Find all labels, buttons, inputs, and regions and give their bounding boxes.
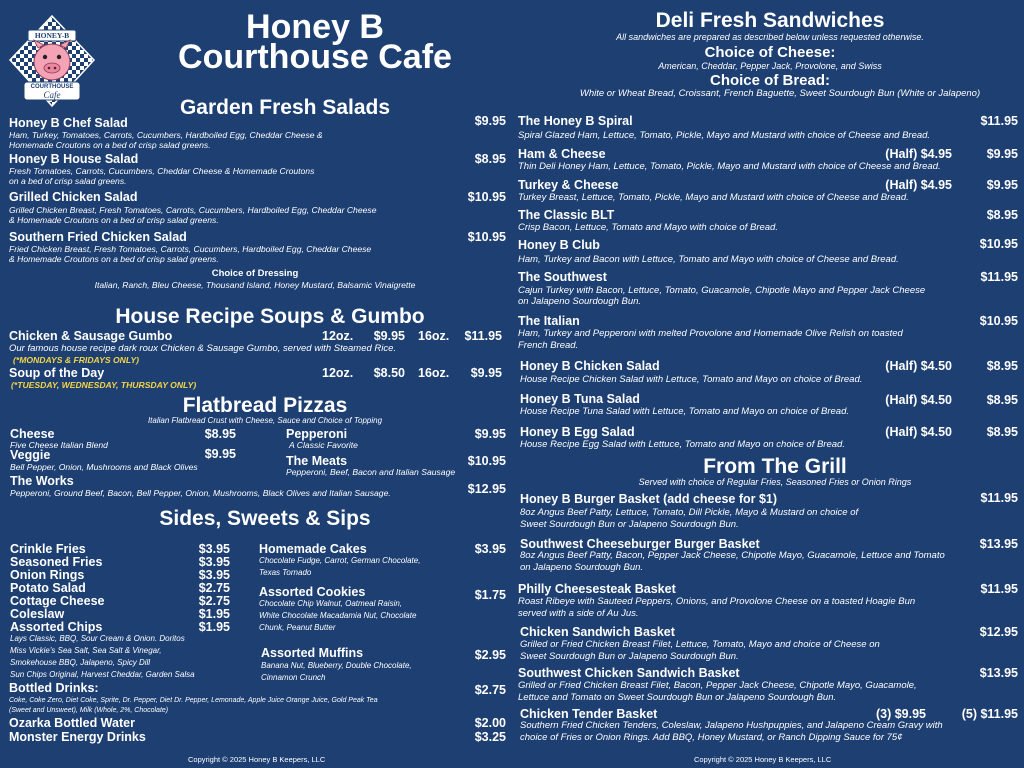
gumbo-name: Chicken & Sausage Gumbo <box>9 329 173 343</box>
grill-name: Honey B Burger Basket (add cheese for $1) <box>520 492 778 506</box>
cookies-price: $1.75 <box>474 588 506 602</box>
side-name: Seasoned Fries <box>10 555 103 569</box>
pizza-pepperoni-name: Pepperoni <box>286 427 348 441</box>
salad-desc: on a bed of crisp salad greens. <box>9 176 127 186</box>
muffins-desc: Banana Nut, Blueberry, Double Chocolate, <box>261 661 412 670</box>
pizza-meats-desc: Pepperoni, Beef, Bacon and Italian Sausage <box>286 467 456 477</box>
pizza-works-desc: Pepperoni, Ground Beef, Bacon, Bell Pepper, Onion, Mushrooms, Black Olives and Italian Sausage. <box>10 488 391 498</box>
deli-price: $10.95 <box>979 237 1018 251</box>
deli-half-price: (Half) $4.50 <box>885 425 952 439</box>
pizzas-heading: Flatbread Pizzas <box>182 394 348 417</box>
water-name: Ozarka Bottled Water <box>9 716 135 730</box>
pizza-pepperoni-desc: A Classic Favorite <box>289 440 358 450</box>
grill-desc: Grilled or Fried Chicken Breast Filet, Lettuce, Tomato, Mayo and choice of Cheese on <box>520 639 880 650</box>
tender-price-5: (5) $11.95 <box>961 707 1018 721</box>
tender-price-3: (3) $9.95 <box>875 707 926 721</box>
cakes-desc: Texas Tornado <box>259 568 312 577</box>
pizza-cheese-name: Cheese <box>10 427 55 441</box>
chips-desc: Sun Chips Original, Harvest Cheddar, Garden Salsa <box>10 670 195 679</box>
deli-desc: House Recipe Chicken Salad with Lettuce, Tomato and Mayo on choice of Bread. <box>520 374 863 385</box>
deli-name: The Classic BLT <box>518 208 615 222</box>
soup-price-12: $8.50 <box>373 366 405 380</box>
soup-price-16: $9.95 <box>470 366 502 380</box>
deli-half-price: (Half) $4.50 <box>885 393 952 407</box>
grill-desc: served with a side of Au Jus. <box>518 608 639 619</box>
deli-price: $10.95 <box>979 314 1018 328</box>
salads-heading: Garden Fresh Salads <box>179 96 391 119</box>
deli-name: The Southwest <box>518 270 607 284</box>
chips-desc: Smokehouse BBQ, Jalapeno, Spicy Dill <box>10 658 151 667</box>
deli-half-price: (Half) $4.50 <box>885 359 952 373</box>
logo-top-text: HONEY-B <box>34 31 70 40</box>
deli-price: $11.95 <box>980 270 1018 284</box>
page-title-line2: Courthouse Cafe <box>178 38 452 76</box>
deli-desc: Spiral Glazed Ham, Lettuce, Tomato, Pickle, Mayo and Mustard with choice of Cheese and Bread. <box>518 130 931 141</box>
cheese-title: Choice of Cheese: <box>704 44 836 61</box>
grill-desc: 8oz Angus Beef Patty, Bacon, Pepper Jack Cheese, Chipotle Mayo, Guacamole, Lettuce and Tomato <box>520 550 945 561</box>
side-price: $2.75 <box>198 581 230 595</box>
soups-heading: House Recipe Soups & Gumbo <box>115 305 425 328</box>
pizza-cheese-price: $8.95 <box>204 427 236 441</box>
salad-desc: Fried Chicken Breast, Fresh Tomatoes, Carrots, Cucumbers, Hardboiled Egg, Cheddar Cheese <box>9 244 372 254</box>
pizza-veggie-price: $9.95 <box>204 447 236 461</box>
bottled-name: Bottled Drinks: <box>9 681 99 695</box>
page-title-line1: Honey B <box>246 8 384 46</box>
deli-name: The Italian <box>518 314 580 328</box>
side-price: $3.95 <box>198 542 230 556</box>
soup-size-12: 12oz. <box>322 366 354 380</box>
gumbo-size-12: 12oz. <box>322 329 354 343</box>
deli-desc: House Recipe Tuna Salad with Lettuce, Tomato and Mayo on choice of Bread. <box>520 406 850 417</box>
deli-desc: on Jalapeno Sourdough Bun. <box>518 296 642 307</box>
pizza-veggie-name: Veggie <box>10 448 51 462</box>
salad-name: Honey B House Salad <box>9 152 139 166</box>
monster-name: Monster Energy Drinks <box>9 730 146 744</box>
pizza-works-name: The Works <box>10 474 74 488</box>
side-price: $1.95 <box>198 620 230 634</box>
grill-name: Southwest Cheeseburger Burger Basket <box>520 537 760 551</box>
deli-name: Honey B Club <box>518 238 600 252</box>
grill-price: $11.95 <box>980 491 1018 505</box>
gumbo-size-16: 16oz. <box>418 329 450 343</box>
deli-desc: Thin Deli Honey Ham, Lettuce, Tomato, Pickle, Mayo and Mustard with choice of Cheese and Bread. <box>518 161 941 172</box>
deli-desc: Ham, Turkey and Bacon with Lettuce, Tomato and Mayo with choice of Cheese and Bread. <box>518 254 899 265</box>
grill-name: Philly Cheesesteak Basket <box>518 582 676 596</box>
grill-sub: Served with choice of Regular Fries, Seasoned Fries or Onion Rings <box>638 477 912 487</box>
deli-price: $8.95 <box>986 208 1018 222</box>
grill-price: $11.95 <box>980 582 1018 596</box>
deli-price: $9.95 <box>986 147 1018 161</box>
bottled-desc: Coke, Coke Zero, Diet Coke, Sprite, Dr. Pepper, Diet Dr. Pepper, Lemonade, Apple Juice Orange Juice, Gold Peak Tea <box>9 697 378 704</box>
bottled-price: $2.75 <box>474 683 506 697</box>
bread-title: Choice of Bread: <box>709 72 830 89</box>
grill-price: $12.95 <box>979 625 1018 639</box>
cookies-desc: White Chocolate Macadamia Nut, Chocolate <box>259 611 417 620</box>
grill-desc: Grilled or Fried Chicken Breast Filet, Bacon, Pepper Jack Cheese, Chipotle Mayo, Guacamole, <box>518 680 917 691</box>
salad-price: $10.95 <box>467 190 506 204</box>
grill-desc: Roast Ribeye with Sauteed Peppers, Onions, and Provolone Cheese on a toasted Hoagie Bun <box>518 596 916 607</box>
grill-desc: Sweet Sourdough Bun or Jalapeno Sourdough Bun. <box>520 651 739 662</box>
pizza-pepperoni-price: $9.95 <box>474 427 506 441</box>
soup-note: (*TUESDAY, WEDNESDAY, THURSDAY ONLY) <box>11 380 197 390</box>
deli-price: $9.95 <box>986 178 1018 192</box>
side-name: Onion Rings <box>10 568 85 582</box>
cakes-name: Homemade Cakes <box>259 542 367 556</box>
salad-price: $9.95 <box>474 114 506 128</box>
soup-size-16: 16oz. <box>418 366 450 380</box>
salad-price: $8.95 <box>474 152 506 166</box>
copyright-left: Copyright © 2025 Honey B Keepers, LLC <box>188 755 326 764</box>
muffins-desc: Cinnamon Crunch <box>261 673 326 682</box>
dressing-list: Italian, Ranch, Bleu Cheese, Thousand Island, Honey Mustard, Balsamic Vinaigrette <box>94 280 416 290</box>
deli-name: Honey B Chicken Salad <box>520 359 660 373</box>
pizza-cheese-desc: Five Cheese Italian Blend <box>10 440 108 450</box>
dressing-title: Choice of Dressing <box>211 268 299 279</box>
side-name: Coleslaw <box>10 607 65 621</box>
gumbo-price-12: $9.95 <box>373 329 405 343</box>
gumbo-note: (*MONDAYS & FRIDAYS ONLY) <box>13 355 140 365</box>
grill-price: $13.95 <box>979 537 1018 551</box>
tender-name: Chicken Tender Basket <box>520 707 658 721</box>
grill-name: Chicken Sandwich Basket <box>520 625 675 639</box>
logo-bottom-text: COURTHOUSE <box>30 84 74 90</box>
salad-name: Honey B Chef Salad <box>9 116 128 130</box>
grill-desc: Sweet Sourdough Bun or Jalapeno Sourdough Bun. <box>520 519 739 530</box>
grill-price: $13.95 <box>979 666 1018 680</box>
cookies-desc: Chocolate Chip Walnut, Oatmeal Raisin, <box>259 599 403 608</box>
deli-sub: All sandwiches are prepared as described below unless requested otherwise. <box>616 32 924 42</box>
deli-desc: Turkey Breast, Lettuce, Tomato, Pickle, Mayo and Mustard with choice of Cheese and Bread. <box>518 192 909 203</box>
deli-name: Ham & Cheese <box>518 147 606 161</box>
side-name: Crinkle Fries <box>10 542 86 556</box>
grill-heading: From The Grill <box>703 455 847 478</box>
salad-desc: Homemade Croutons on a bed of crisp salad greens. <box>9 140 211 150</box>
salad-desc: & Homemade Croutons on a bed of crisp salad greens. <box>9 254 219 264</box>
side-price: $1.95 <box>198 607 230 621</box>
pizza-veggie-desc: Bell Pepper, Onion, Mushrooms and Black Olives <box>10 462 198 472</box>
deli-price: $11.95 <box>980 114 1018 128</box>
muffins-name: Assorted Muffins <box>261 646 364 660</box>
chips-desc: Miss Vickie's Sea Salt, Sea Salt & Vinegar, <box>10 646 162 655</box>
salad-desc: Grilled Chicken Breast, Fresh Tomatoes, Carrots, Cucumbers, Hardboiled Egg, Cheddar Cheese <box>9 205 377 215</box>
cookies-desc: Chunk, Peanut Butter <box>259 623 336 632</box>
water-price: $2.00 <box>474 716 506 730</box>
bottled-desc: (Sweet and Unsweet), Milk (Whole, 2%, Chocolate) <box>9 707 169 714</box>
grill-desc: 8oz Angus Beef Patty, Lettuce, Tomato, Dill Pickle, Mayo & Mustard on choice of <box>520 507 859 518</box>
bread-list: White or Wheat Bread, Croissant, French Baguette, Sweet Sourdough Bun (White or Jalapeno) <box>579 88 981 99</box>
deli-price: $8.95 <box>986 393 1018 407</box>
deli-price: $8.95 <box>986 359 1018 373</box>
deli-desc: Cajun Turkey with Bacon, Lettuce, Tomato, Guacamole, Chipotle Mayo and Pepper Jack Cheese <box>518 285 926 296</box>
monster-price: $3.25 <box>474 730 506 744</box>
salad-name: Southern Fried Chicken Salad <box>9 230 187 244</box>
chips-desc: Lays Classic, BBQ, Sour Cream & Onion. Doritos <box>10 634 185 643</box>
side-price: $3.95 <box>198 568 230 582</box>
salad-price: $10.95 <box>467 230 506 244</box>
deli-desc: Crisp Bacon, Lettuce, Tomato and Mayo with choice of Bread. <box>518 222 778 233</box>
deli-name: Honey B Tuna Salad <box>520 392 640 406</box>
logo-cafe-text: Cafe <box>43 90 61 100</box>
cakes-price: $3.95 <box>474 542 506 556</box>
tender-desc: Southern Fried Chicken Tenders, Coleslaw, Jalapeno Hushpuppies, and Jalapeno Cream Gravy with <box>520 720 943 731</box>
salad-name: Grilled Chicken Salad <box>9 190 138 204</box>
deli-half-price: (Half) $4.95 <box>885 147 952 161</box>
deli-name: Honey B Egg Salad <box>520 425 635 439</box>
grill-desc: on Jalapeno Sourdough Bun. <box>520 562 644 573</box>
pizza-meats-name: The Meats <box>286 454 348 468</box>
gumbo-price-16: $11.95 <box>464 329 502 343</box>
grill-name: Southwest Chicken Sandwich Basket <box>518 666 740 680</box>
side-name: Potato Salad <box>10 581 86 595</box>
sides-heading: Sides, Sweets & Sips <box>159 507 371 530</box>
deli-name: The Honey B Spiral <box>518 114 633 128</box>
side-price: $3.95 <box>198 555 230 569</box>
side-name: Cottage Cheese <box>10 594 105 608</box>
cookies-name: Assorted Cookies <box>259 585 366 599</box>
deli-half-price: (Half) $4.95 <box>885 178 952 192</box>
grill-desc: Lettuce and Tomato on Sweet Sourdough Bun or Jalapeno Sourdough Bun. <box>518 692 837 703</box>
soup-name: Soup of the Day <box>9 366 105 380</box>
tender-desc: choice of Fries or Onion Rings. Add BBQ, Honey Mustard, or Ranch Dipping Sauce for 75¢ <box>520 732 903 743</box>
muffins-price: $2.95 <box>474 648 506 662</box>
logo <box>8 14 96 112</box>
deli-heading: Deli Fresh Sandwiches <box>655 9 885 32</box>
salad-desc: Fresh Tomatoes, Carrots, Cucumbers, Cheddar Cheese & Homemade Croutons <box>9 166 315 176</box>
pizza-meats-price: $10.95 <box>467 454 506 468</box>
cheese-list: American, Cheddar, Pepper Jack, Provolone, and Swiss <box>658 61 882 71</box>
cakes-desc: Chocolate Fudge, Carrot, German Chocolate, <box>259 556 421 565</box>
copyright-right: Copyright © 2025 Honey B Keepers, LLC <box>694 755 832 764</box>
deli-name: Turkey & Cheese <box>518 178 619 192</box>
salad-desc: Ham, Turkey, Tomatoes, Carrots, Cucumbers, Hardboiled Egg, Cheddar Cheese & <box>9 130 323 140</box>
pizzas-sub: Italian Flatbread Crust with Cheese, Sauce and Choice of Topping <box>147 416 383 425</box>
pizza-works-price: $12.95 <box>467 482 506 496</box>
salad-desc: & Homemade Croutons on a bed of crisp salad greens. <box>9 215 219 225</box>
deli-desc: French Bread. <box>518 340 579 351</box>
deli-desc: Ham, Turkey and Pepperoni with melted Provolone and Homemade Olive Relish on toasted <box>518 328 903 339</box>
deli-desc: House Recipe Egg Salad with Lettuce, Tomato and Mayo on choice of Bread. <box>520 439 845 450</box>
side-price: $2.75 <box>198 594 230 608</box>
deli-price: $8.95 <box>986 425 1018 439</box>
gumbo-desc: Our famous house recipe dark roux Chicken & Sausage Gumbo, served with Steamed Rice. <box>9 343 397 354</box>
side-name: Assorted Chips <box>10 620 103 634</box>
